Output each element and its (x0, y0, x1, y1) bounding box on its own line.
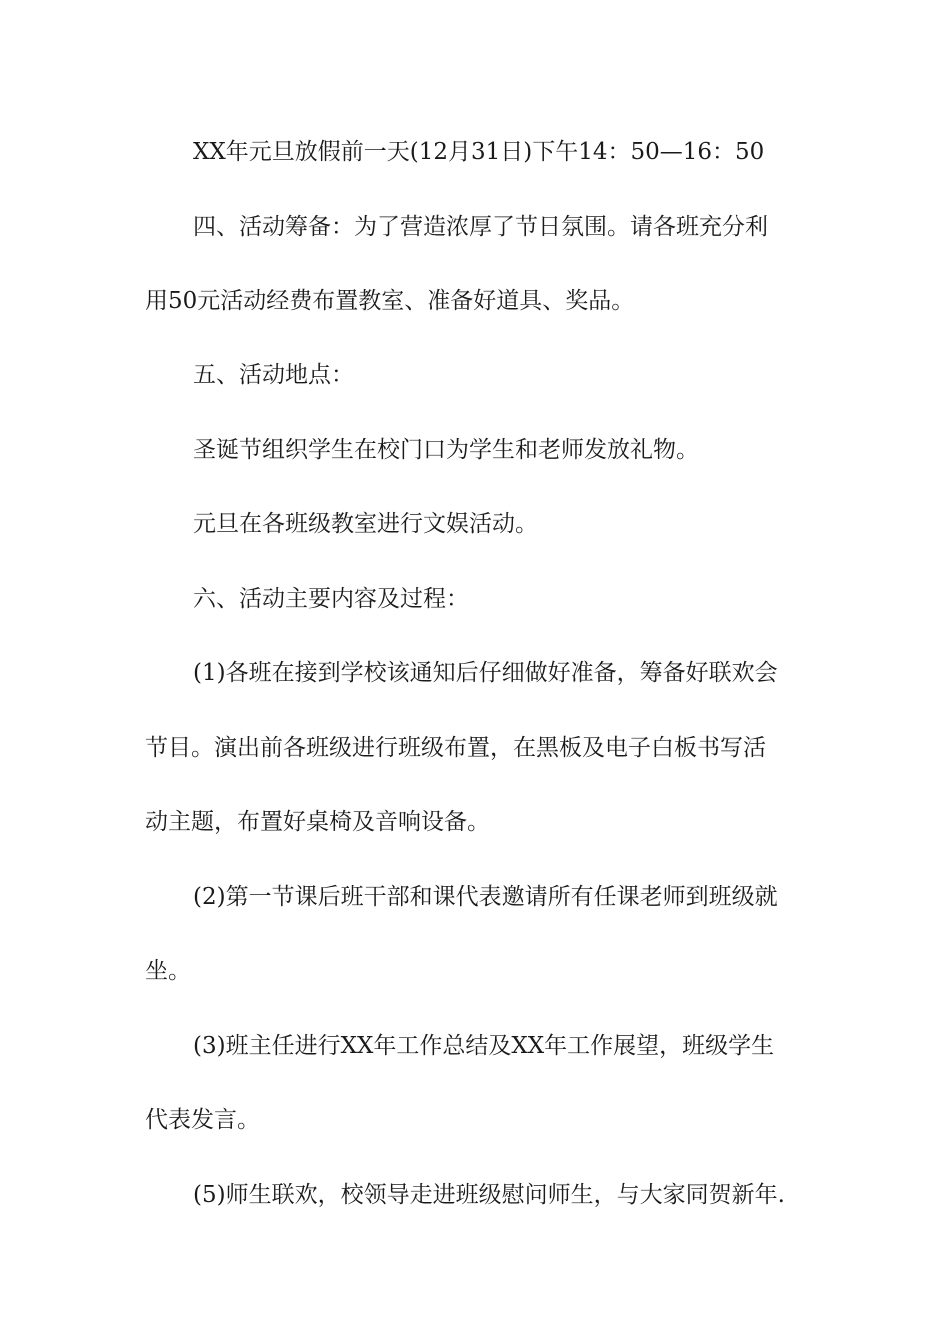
paragraph-line: 圣诞节组织学生在校门口为学生和老师发放礼物。 (193, 437, 699, 463)
paragraph-line: 坐。 (145, 958, 191, 984)
paragraph-line: (2)第一节课后班干部和课代表邀请所有任课老师到班级就 (193, 884, 778, 910)
paragraph-line: 元旦在各班级教室进行文娱活动。 (193, 511, 538, 537)
paragraph-line: 代表发言。 (145, 1107, 260, 1133)
paragraph-line: (5)师生联欢，校领导走进班级慰问师生，与大家同贺新年. (193, 1182, 785, 1208)
paragraph-line: 六、活动主要内容及过程： (193, 586, 469, 612)
paragraph-line: 五、活动地点： (193, 362, 354, 388)
paragraph-line: 四、活动筹备：为了营造浓厚了节日氛围。请各班充分利 (193, 214, 768, 240)
paragraph-line: 用50元活动经费布置教室、准备好道具、奖品。 (145, 288, 635, 314)
paragraph-line: XX年元旦放假前一天(12月31日)下午14：50—16：50 (193, 139, 765, 165)
paragraph-line: 节目。演出前各班级进行班级布置，在黑板及电子白板书写活 (145, 735, 766, 761)
paragraph-line: 动主题，布置好桌椅及音响设备。 (145, 809, 490, 835)
paragraph-line: (3)班主任进行XX年工作总结及XX年工作展望，班级学生 (193, 1033, 775, 1059)
paragraph-line: (1)各班在接到学校该通知后仔细做好准备，筹备好联欢会 (193, 660, 778, 686)
